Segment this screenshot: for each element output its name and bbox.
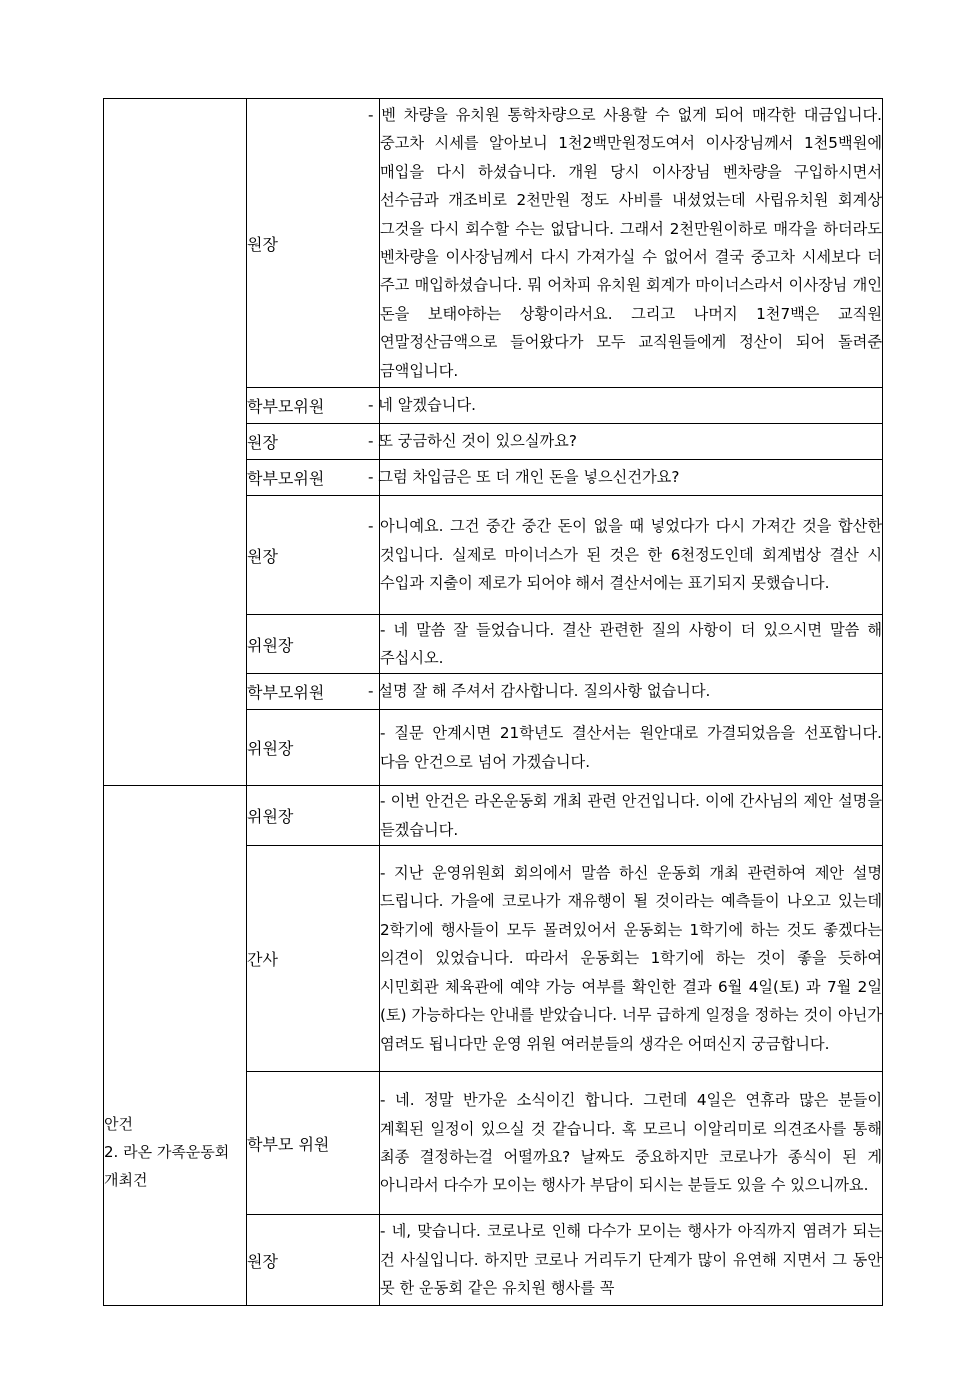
table-row: [104, 786, 883, 846]
speaker-cell: 원장: [247, 99, 380, 388]
table-row: [104, 99, 883, 388]
remark-cell: - 그럼 차입금은 또 더 개인 돈을 넣으신건가요?: [380, 460, 883, 496]
speaker-cell: 학부모 위원: [247, 1072, 380, 1215]
speaker-cell: 학부모위원: [247, 674, 380, 710]
remark-cell: - 질문 안계시면 21학년도 결산서는 원안대로 가결되었음을 선포합니다. 다음 안건으로 넘어 가겠습니다.: [380, 710, 883, 786]
remark-cell: - 네 알겠습니다.: [380, 388, 883, 424]
remark-cell: - 네. 정말 반가운 소식이긴 합니다. 그런데 4일은 연휴라 많은 분들이 계획된 일정이 있으실 것 같습니다. 혹 모르니 이알리미로 의견조사를 통해 최종 결정하는걸 어떨까요? 날짜도 중요하지만 코로나가 종식이 된 게 아니라서 다수가 모이는 행사가 부담이 되시는 분들도 있을 수 있으니까요.: [380, 1072, 883, 1215]
remark-cell: - 설명 잘 해 주셔서 감사합니다. 질의사항 없습니다.: [380, 674, 883, 710]
agenda-label: 안건: [104, 1115, 133, 1133]
agenda-title: 2. 라온 가족운동회 개최건: [104, 1143, 230, 1189]
speaker-cell: 학부모위원: [247, 460, 380, 496]
agenda-cell: [104, 786, 247, 1306]
remark-cell: - 이번 안건은 라온운동회 개최 관련 안건입니다. 이에 간사님의 제안 설명을 듣겠습니다.: [380, 786, 883, 846]
remark-cell: - 네 말씀 잘 들었습니다. 결산 관련한 질의 사항이 더 있으시면 말씀 해 주십시오.: [380, 615, 883, 674]
speaker-cell: 원장: [247, 496, 380, 615]
remark-cell: - 네, 맞습니다. 코로나로 인해 다수가 모이는 행사가 아직까지 염려가 되는 건 사실입니다. 하지만 코로나 거리두기 단계가 많이 유연해 지면서 그 동안 못 한 운동회 같은 유치원 행사를 꼭: [380, 1215, 883, 1306]
meeting-minutes-table: [103, 98, 883, 1306]
speaker-cell: 원장: [247, 1215, 380, 1306]
speaker-cell: 위원장: [247, 710, 380, 786]
remark-cell: - 벤 차량을 유치원 통학차량으로 사용할 수 없게 되어 매각한 대금입니다. 중고차 시세를 알아보니 1천2백만원정도여서 이사장님께서 1천5백원에 매입을 다시 하셨습니다. 개원 당시 이사장님 벤차량을 구입하시면서 선수금과 개조비로 2천만원 정도 사비를 내셨었는데 사립유치원 회계상 그것을 다시 회수할 수는 없답니다. 그래서 2천만원이하로 매각을 하더라도 벤차량을 이사장님께서 다시 가져가실 수 없어서 결국 중고차 시세보다 더 주고 매입하셨습니다. 뭐 어차피 유치원 회계가 마이너스라서 이사장님 개인 돈을 보태야하는 상황이라서요. 그리고 나머지 1천7백은 교직원 연말정산금액으로 들어왔다가 모두 교직원들에게 정산이 되어 돌려준 금액입니다.: [380, 99, 883, 388]
remark-cell: - 또 궁금하신 것이 있으실까요?: [380, 424, 883, 460]
agenda-cell-empty: [104, 99, 247, 786]
speaker-cell: 원장: [247, 424, 380, 460]
speaker-cell: 학부모위원: [247, 388, 380, 424]
speaker-cell: 위원장: [247, 786, 380, 846]
speaker-cell: 위원장: [247, 615, 380, 674]
speaker-cell: 간사: [247, 846, 380, 1072]
remark-cell: - 아니예요. 그건 중간 중간 돈이 없을 때 넣었다가 다시 가져간 것을 합산한 것입니다. 실제로 마이너스가 된 것은 한 6천정도인데 회계법상 결산 시 수입과 지출이 제로가 되어야 해서 결산서에는 표기되지 못했습니다.: [380, 496, 883, 615]
remark-cell: - 지난 운영위원회 회의에서 말씀 하신 운동회 개최 관련하여 제안 설명 드립니다. 가을에 코로나가 재유행이 될 것이라는 예측들이 나오고 있는데 2학기에 행사들이 모두 몰려있어서 운동회는 1학기에 하는 것도 좋겠다는 의견이 있었습니다. 따라서 운동회는 1학기에 하는 것이 좋을 듯하여 시민회관 체육관에 예약 가능 여부를 확인한 결과 6월 4일(토) 과 7월 2일 (토) 가능하다는 안내를 받았습니다. 너무 급하게 일정을 정하는 것이 아닌가 염려도 됩니다만 운영 위원 여러분들의 생각은 어떠신지 궁금합니다.: [380, 846, 883, 1072]
